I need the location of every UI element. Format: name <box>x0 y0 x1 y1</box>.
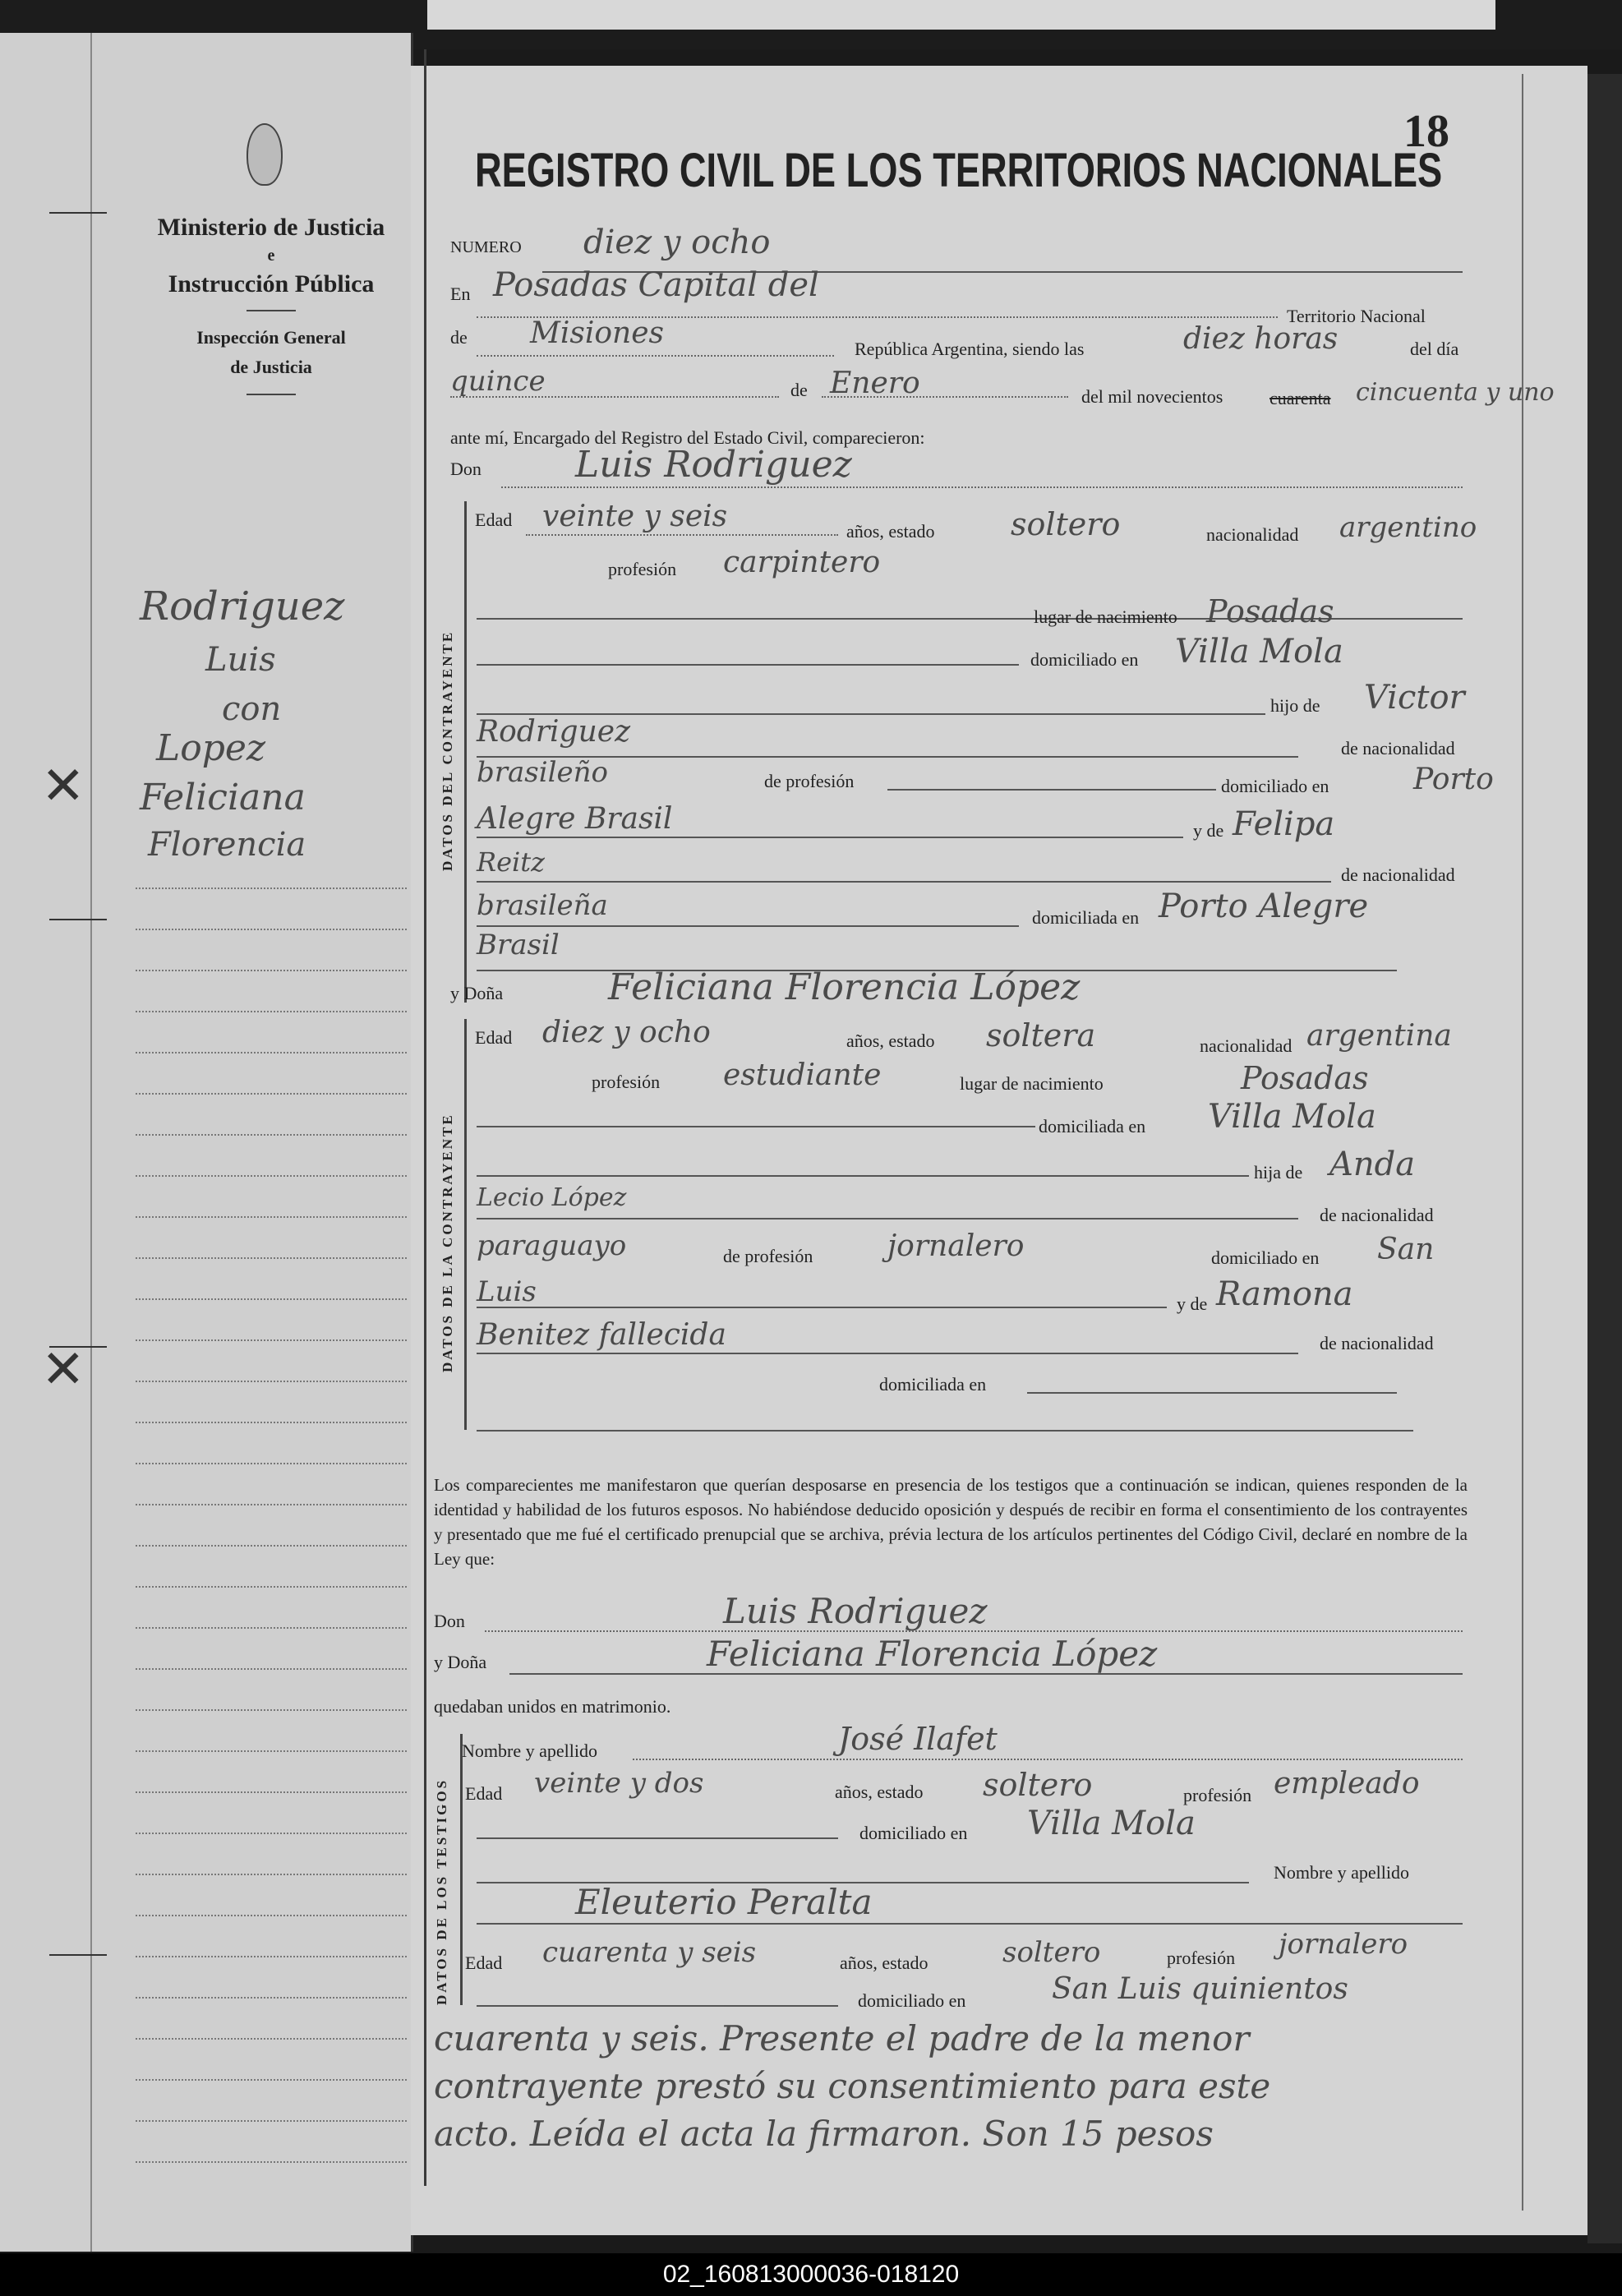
margin-dotted-line <box>136 1915 407 1916</box>
w2-profesion-value: jornalero <box>1279 1928 1408 1961</box>
decl-don-label: Don <box>434 1611 465 1631</box>
f-lugar-value: Posadas <box>1241 1060 1369 1096</box>
mother-nationality: brasileña <box>477 889 608 922</box>
scan-id-footer: 02_160813000036-018120 <box>0 2253 1622 2296</box>
w2-dom-line <box>477 2005 838 2007</box>
margin-dotted-line <box>136 1833 407 1834</box>
w2-anos-estado: años, estado <box>840 1953 929 1973</box>
republica-text: República Argentina, siendo las <box>855 339 1085 359</box>
f-profesion-value: estudiante <box>723 1058 882 1092</box>
contrayente-f-bracket <box>464 1019 467 1430</box>
ante-text: ante mí, Encargado del Registro del Estado Civil, comparecieron: <box>450 427 925 448</box>
f-father-line <box>477 1218 1298 1219</box>
hora-value: diez horas <box>1183 322 1339 356</box>
margin-dotted-line <box>136 2079 407 2081</box>
f-dom-line <box>477 1126 1035 1127</box>
coat-of-arms-seal <box>247 123 283 186</box>
inspection-divider <box>247 394 296 395</box>
margin-dotted-line <box>136 1709 407 1711</box>
ministry-divider <box>247 310 296 311</box>
mes-line <box>822 396 1068 398</box>
lugar-label: lugar de nacimiento <box>1034 606 1177 627</box>
w1-nombre-value: José Ilafet <box>838 1721 998 1757</box>
domiciliado-en2: domiciliado en <box>1221 776 1329 796</box>
decl-dona-line <box>509 1673 1463 1675</box>
margin-dotted-line <box>136 1257 407 1259</box>
father-nationality: brasileño <box>477 756 608 789</box>
margin-dotted-line <box>136 1298 407 1300</box>
f-y-de-line <box>477 1307 1167 1308</box>
f-de-nacionalidad: de nacionalidad <box>1320 1205 1434 1225</box>
dom-line <box>477 664 1019 666</box>
f-domiciliado-en: domiciliado en <box>1211 1247 1320 1268</box>
nacionalidad-label: nacionalidad <box>1206 524 1299 545</box>
f-edad-value: diez y ocho <box>542 1016 711 1049</box>
w1-profesion-label: profesión <box>1183 1785 1252 1805</box>
mother-surname: Reitz <box>477 846 545 878</box>
margin-dotted-line <box>136 1422 407 1423</box>
f-mother-surname: Benitez fallecida <box>477 1318 726 1352</box>
de-profesion: de profesión <box>764 771 855 791</box>
f-hija-line <box>477 1175 1249 1177</box>
f-father-domicile2: Luis <box>477 1275 537 1308</box>
margin-note-line: Luis <box>205 641 276 679</box>
de-value: Misiones <box>530 316 665 350</box>
decl-don-line <box>485 1630 1463 1632</box>
margin-dotted-line <box>136 1997 407 1999</box>
f-lugar-label: lugar de nacimiento <box>960 1073 1104 1094</box>
f-nacionalidad-label: nacionalidad <box>1200 1035 1293 1056</box>
margin-dotted-line <box>136 1874 407 1875</box>
f-father-surname: Lecio López <box>477 1183 627 1212</box>
f-y-de: y de <box>1177 1293 1208 1314</box>
margin-dotted-line <box>136 1339 407 1341</box>
w1-dom-line <box>477 1837 838 1839</box>
ministry-line1: Ministerio de Justicia <box>157 214 385 241</box>
territorio-label: Territorio Nacional <box>1287 306 1426 326</box>
profesion-label: profesión <box>608 559 677 579</box>
dia-value: quince <box>450 365 546 398</box>
estado-value: soltero <box>1011 506 1121 542</box>
ministry-conj: e <box>267 247 275 265</box>
margin-dotted-line <box>136 1175 407 1177</box>
w2-edad-value: cuarenta y seis <box>542 1936 757 1969</box>
decl-dona-value: Feliciana Florencia López <box>707 1634 1158 1674</box>
f-de-nacionalidad2: de nacionalidad <box>1320 1333 1434 1353</box>
w1-dom-label: domiciliado en <box>859 1823 968 1843</box>
f-de-profesion: de profesión <box>723 1246 813 1266</box>
margin-note-line: Feliciana <box>140 777 306 818</box>
father-domicile: Porto <box>1413 763 1494 796</box>
mil-text: del mil novecientos <box>1081 386 1223 407</box>
de-nacionalidad2: de nacionalidad <box>1341 864 1455 885</box>
hijo-value: Victor <box>1364 679 1465 717</box>
w1-edad-label: Edad <box>465 1783 503 1804</box>
margin-dotted-line <box>136 1381 407 1382</box>
mother-domicile2: Brasil <box>477 929 560 961</box>
inspection-line2: de Justicia <box>230 357 312 377</box>
page-title: REGISTRO CIVIL DE LOS TERRITORIOS NACIONALES <box>475 144 1443 197</box>
w2-dom-label: domiciliado en <box>858 1990 966 2011</box>
contrayente-f-side-label: DATOS DE LA CONTRAYENTE <box>440 1113 455 1372</box>
anos-estado: años, estado <box>846 521 935 542</box>
dona-label: y Doña <box>450 983 504 1003</box>
de-nacionalidad: de nacionalidad <box>1341 738 1455 758</box>
de-label: de <box>450 327 468 348</box>
mother-domicile: Porto Alegre <box>1159 888 1369 925</box>
f-father-nationality: paraguayo <box>477 1229 627 1262</box>
margin-dotted-line <box>136 1216 407 1218</box>
w1-nombre-label: Nombre y apellido <box>462 1740 597 1761</box>
edad-line <box>526 534 838 536</box>
margin-dotted-line <box>136 2161 407 2163</box>
margin-note-line: con <box>222 690 282 728</box>
handwritten-note-line: cuarenta y seis. Presente el padre de la menor <box>434 2018 1250 2059</box>
domiciliado-label: domiciliado en <box>1030 649 1139 670</box>
margin-tick <box>49 919 107 920</box>
margin-note-line: Lopez <box>156 727 266 769</box>
don-value: Luis Rodriguez <box>575 444 852 486</box>
f-father-domicile: San <box>1377 1233 1435 1266</box>
de-line <box>477 355 834 357</box>
unidos-text: quedaban unidos en matrimonio. <box>434 1696 671 1717</box>
year-value: cincuenta y uno <box>1356 378 1555 407</box>
w2-dom-value: San Luis quinientos <box>1052 1972 1348 2006</box>
f-profesion-label: profesión <box>592 1072 661 1092</box>
margin-dotted-line <box>136 1011 407 1012</box>
margin-dotted-line <box>136 1586 407 1588</box>
decl-dona-label: y Doña <box>434 1652 487 1672</box>
numero-value: diez y ocho <box>583 224 771 261</box>
f-nacionalidad-value: argentina <box>1306 1019 1452 1053</box>
margin-dotted-line <box>136 1791 407 1793</box>
w2-edad-label: Edad <box>465 1953 503 1973</box>
ministry-heading <box>140 214 403 407</box>
margin-dotted-line <box>136 1750 407 1752</box>
domiciliada-en: domiciliada en <box>1032 907 1140 928</box>
margin-tick <box>49 1954 107 1956</box>
handwritten-note-line: acto. Leída el acta la firmaron. Son 15 pesos <box>434 2114 1214 2154</box>
testigos-side-label: DATOS DE LOS TESTIGOS <box>434 1777 449 2005</box>
w1-dom-value: Villa Mola <box>1027 1805 1196 1842</box>
f-father-profession: jornalero <box>887 1229 1025 1263</box>
page-number: 18 <box>1403 106 1449 157</box>
left-margin-rule <box>90 33 92 2252</box>
page-vertical-rule <box>424 49 426 2186</box>
y-de-line <box>477 837 1183 838</box>
de-label2: de <box>790 380 808 400</box>
w1-profesion-value: empleado <box>1274 1767 1420 1800</box>
domiciliado-value: Villa Mola <box>1175 633 1343 671</box>
dia-line <box>450 396 779 398</box>
mes-value: Enero <box>830 367 920 400</box>
margin-dotted-line <box>136 1052 407 1053</box>
numero-label: NUMERO <box>450 238 522 256</box>
f-hija-label: hija de <box>1254 1162 1303 1183</box>
margin-dotted-line <box>136 970 407 971</box>
margin-dotted-line <box>136 1463 407 1464</box>
don-label: Don <box>450 459 482 479</box>
margin-dotted-line <box>136 888 407 889</box>
w2-nombre-line2 <box>477 1923 1463 1925</box>
inspection-line1: Inspección General <box>196 327 346 348</box>
father-domicile2: Alegre Brasil <box>477 802 673 836</box>
y-de: y de <box>1193 820 1224 841</box>
f-estado-value: soltera <box>986 1017 1096 1053</box>
f-domiciliada-en2: domiciliada en <box>879 1374 987 1395</box>
hijo-label: hijo de <box>1270 695 1320 716</box>
x-mark-icon: ✕ <box>41 1339 85 1400</box>
lugar-value: Posadas <box>1206 593 1334 629</box>
en-value: Posadas Capital del <box>493 266 819 304</box>
w1-anos-estado: años, estado <box>835 1782 924 1802</box>
margin-dotted-line <box>136 1668 407 1670</box>
f-edad-label: Edad <box>475 1027 513 1048</box>
w1-estado-value: soltero <box>983 1767 1093 1803</box>
margin-dotted-line <box>136 2120 407 2122</box>
f-domiciliada-value: Villa Mola <box>1208 1098 1376 1136</box>
w2-nombre-label: Nombre y apellido <box>1274 1862 1409 1883</box>
decl-don-value: Luis Rodriguez <box>723 1591 988 1631</box>
edad-label: Edad <box>475 509 513 530</box>
f-mother-line <box>477 1353 1298 1354</box>
cuarenta-struck: cuarenta <box>1269 388 1331 408</box>
margin-dotted-line <box>136 1956 407 1957</box>
ministry-line2: Instrucción Pública <box>168 270 375 297</box>
w1-nombre-line <box>633 1759 1463 1760</box>
w2-profesion-label: profesión <box>1167 1948 1236 1968</box>
prof-line <box>887 789 1216 791</box>
mother-dom-line <box>477 925 1019 927</box>
w1-edad-value: veinte y dos <box>534 1767 704 1800</box>
w2-estado-value: soltero <box>1002 1936 1101 1969</box>
en-label: En <box>450 284 471 304</box>
don-line <box>501 486 1463 488</box>
margin-dotted-line <box>136 1134 407 1136</box>
edad-value: veinte y seis <box>542 500 728 533</box>
f-hija-value: Anda <box>1329 1146 1416 1183</box>
previous-page-edge <box>427 0 1495 30</box>
contrayente-side-label: DATOS DEL CONTRAYENTE <box>440 629 455 871</box>
mother-line <box>477 881 1331 883</box>
margin-note-line: Florencia <box>148 826 306 864</box>
father-surname: Rodriguez <box>477 715 631 749</box>
contrayente-bracket <box>464 501 467 1003</box>
f-dom2-line <box>1027 1392 1397 1394</box>
w2-nombre-value: Eleuterio Peralta <box>575 1882 873 1922</box>
f-anos-estado: años, estado <box>846 1030 935 1051</box>
margin-tick <box>49 212 107 214</box>
margin-dotted-line <box>136 929 407 930</box>
del-dia-label: del día <box>1410 339 1459 359</box>
testigos-bracket <box>460 1734 463 2005</box>
margin-dotted-line <box>136 1093 407 1095</box>
profesion-value: carpintero <box>723 546 881 579</box>
nacionalidad-value: argentino <box>1339 511 1477 544</box>
f-domiciliada-label: domiciliada en <box>1039 1116 1146 1136</box>
handwritten-note-line: contrayente prestó su consentimiento para este <box>434 2066 1271 2106</box>
f-end-line <box>477 1430 1413 1432</box>
margin-note-line: Rodriguez <box>140 583 345 629</box>
x-mark-icon: ✕ <box>41 756 85 817</box>
book-edge <box>1587 74 1622 2243</box>
margin-dotted-line <box>136 1545 407 1547</box>
dona-value: Feliciana Florencia López <box>608 966 1081 1008</box>
margin-dotted-line <box>136 1504 407 1505</box>
mother-name: Felipa <box>1233 805 1335 843</box>
margin-dotted-line <box>136 2038 407 2040</box>
f-mother-name: Ramona <box>1216 1275 1353 1313</box>
legal-paragraph: Los comparecientes me manifestaron que querían desposarse en presencia de los testigos que a continuación se indican, quienes responden de la identidad y habilidad de los futuros esposos. No habiéndose deducido oposición y después de recibir en forma el consentimiento de los contrayentes y presentado que me fué el certificado prenupcial que se archiva, prévia lectura de los artículos pertinentes del Código Civil, declaré en nombre de la Ley que: <box>434 1475 1468 1569</box>
margin-dotted-line <box>136 1627 407 1629</box>
